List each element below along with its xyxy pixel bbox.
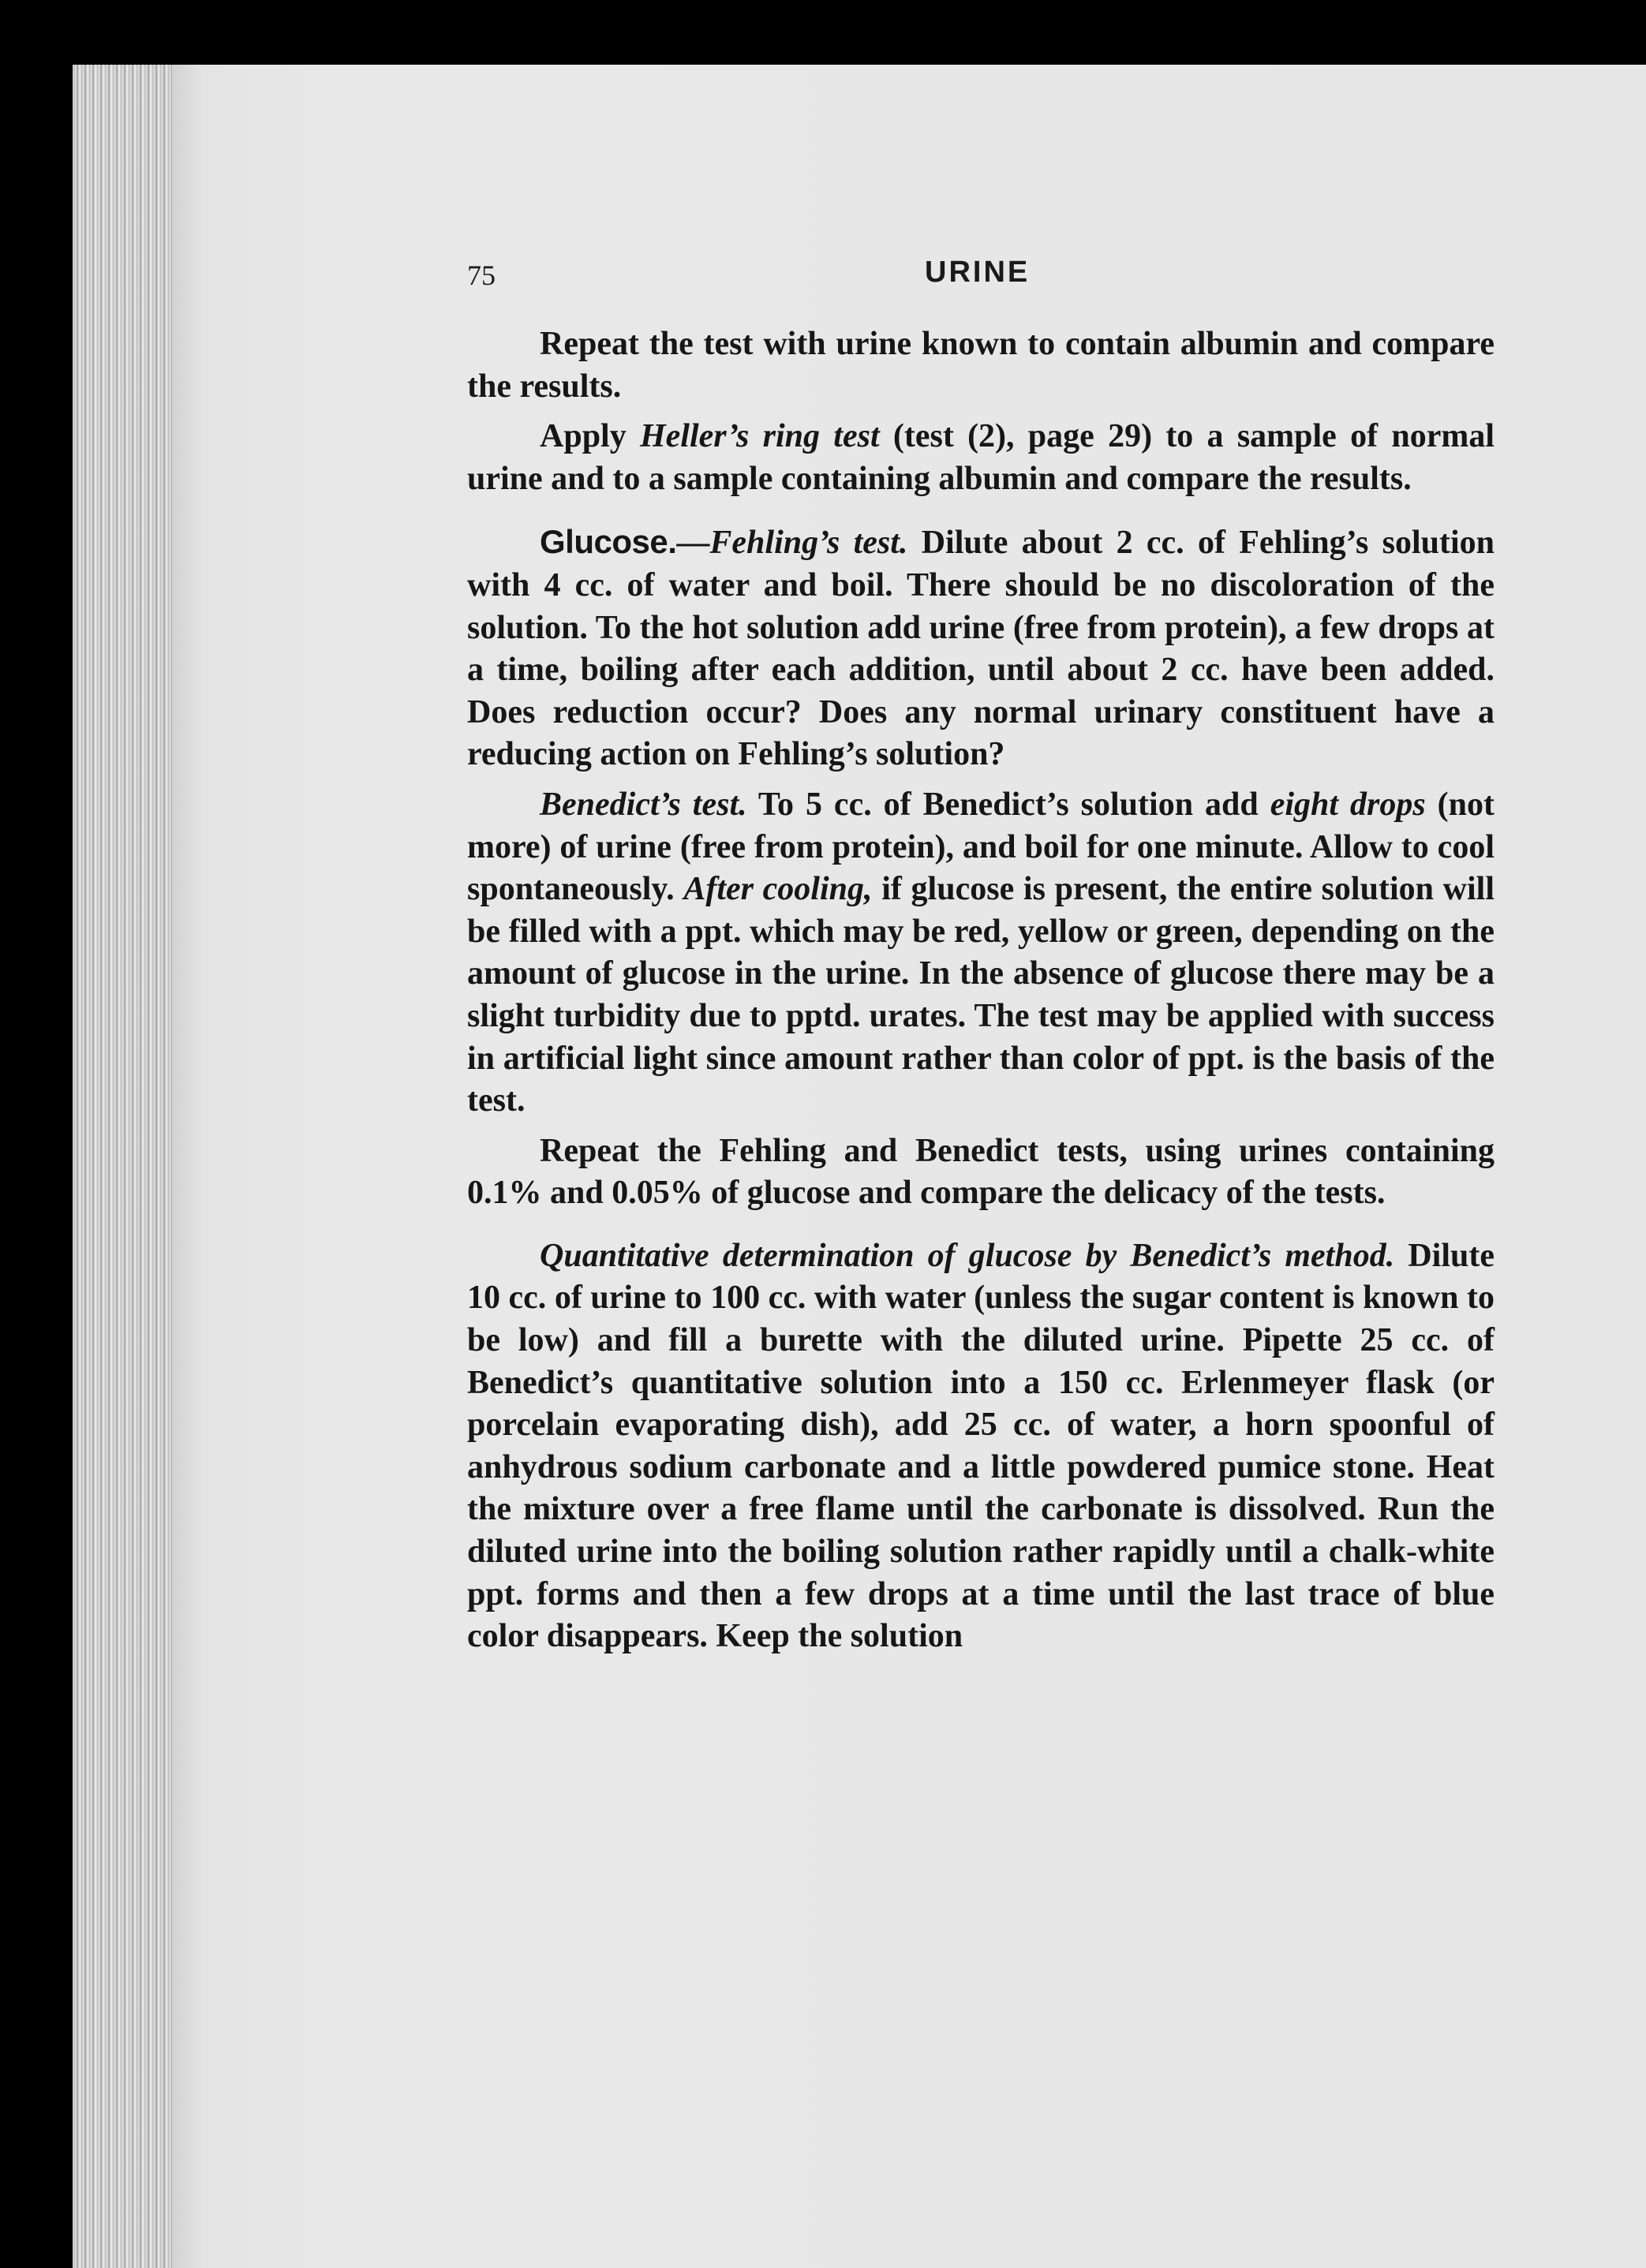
book-page-edges <box>73 65 179 2268</box>
text-segment: if glucose is present, the entire solution will be filled with a ppt. which may be red, yellow or green, depending on the amount of glucose in the urine. In the absence of glucose there may be a slight turbidity due to pptd. urates. The test may be applied with success in artificial light since amount rather than color of ppt. is the basis of the test. <box>467 871 1495 1119</box>
text-segment: (not more) of urine (free from protein), and boil for one minute. Allow to cool spontaneously. <box>467 786 1494 908</box>
section-heading-glucose: Glucose. <box>540 523 677 561</box>
paragraph-benedicts-test <box>467 784 1494 1123</box>
italic-term: Heller’s ring test <box>639 418 880 455</box>
text-segment: Dilute 10 cc. of urine to 100 cc. with water (unless the sugar content is known to be low) and fill a burette with the diluted urine. Pipette 25 cc. of Benedict’s quantitative solution into a 150 cc. Erlenmeyer flask (or porcelain evaporating dish), add 25 cc. of water, a horn spoonful of anhydrous sodium carbonate and a little powdered pumice stone. Heat the mixture over a free flame until the carbonate is dissolved. Run the diluted urine into the boiling solution rather rapidly until a chalk-white ppt. forms and then a few drops at a time until the last trace of blue color disappears. Keep the solution <box>467 1237 1495 1655</box>
paragraph-albumin-repeat: Repeat the test with urine known to contain albumin and compare the results. <box>467 326 1494 405</box>
italic-term: After cooling, <box>683 871 873 908</box>
italic-term: Quantitative determination of glucose by Benedict’s method. <box>540 1237 1395 1274</box>
text-segment: (test (2), page 29) to a sample of normal urine and to a sample containing albumin and compare the results. <box>467 418 1494 497</box>
paragraph-fehlings-test <box>467 521 1494 776</box>
paragraph-hellers-test <box>467 416 1494 500</box>
italic-term: Benedict’s test. <box>540 786 747 823</box>
body-text <box>467 323 1494 1666</box>
italic-term: Fehling’s test. <box>709 525 908 562</box>
em-dash: — <box>676 525 710 562</box>
paragraph-repeat-tests: Repeat the Fehling and Benedict tests, using urines containing 0.1% and 0.05% of glucose and compare the delicacy of the tests. <box>467 1132 1494 1212</box>
page-number: 75 <box>467 260 496 291</box>
italic-term: eight drops <box>1270 786 1426 823</box>
paragraph-quantitative-determination <box>467 1235 1494 1658</box>
text-segment: To 5 cc. of Benedict’s solution add <box>746 786 1270 823</box>
text-segment: Apply <box>540 418 640 455</box>
running-head <box>467 251 1494 290</box>
text-segment: Dilute about 2 cc. of Fehling’s solution with 4 cc. of water and boil. There should be no discoloration of the solution. To the hot solution add urine (free from protein), a few drops at a time, boiling after each addition, until about 2 cc. have been added. Does reduction occur? Does any normal urinary constituent have a reducing action on Fehling’s solution? <box>467 525 1495 773</box>
running-title: URINE <box>925 256 1031 289</box>
